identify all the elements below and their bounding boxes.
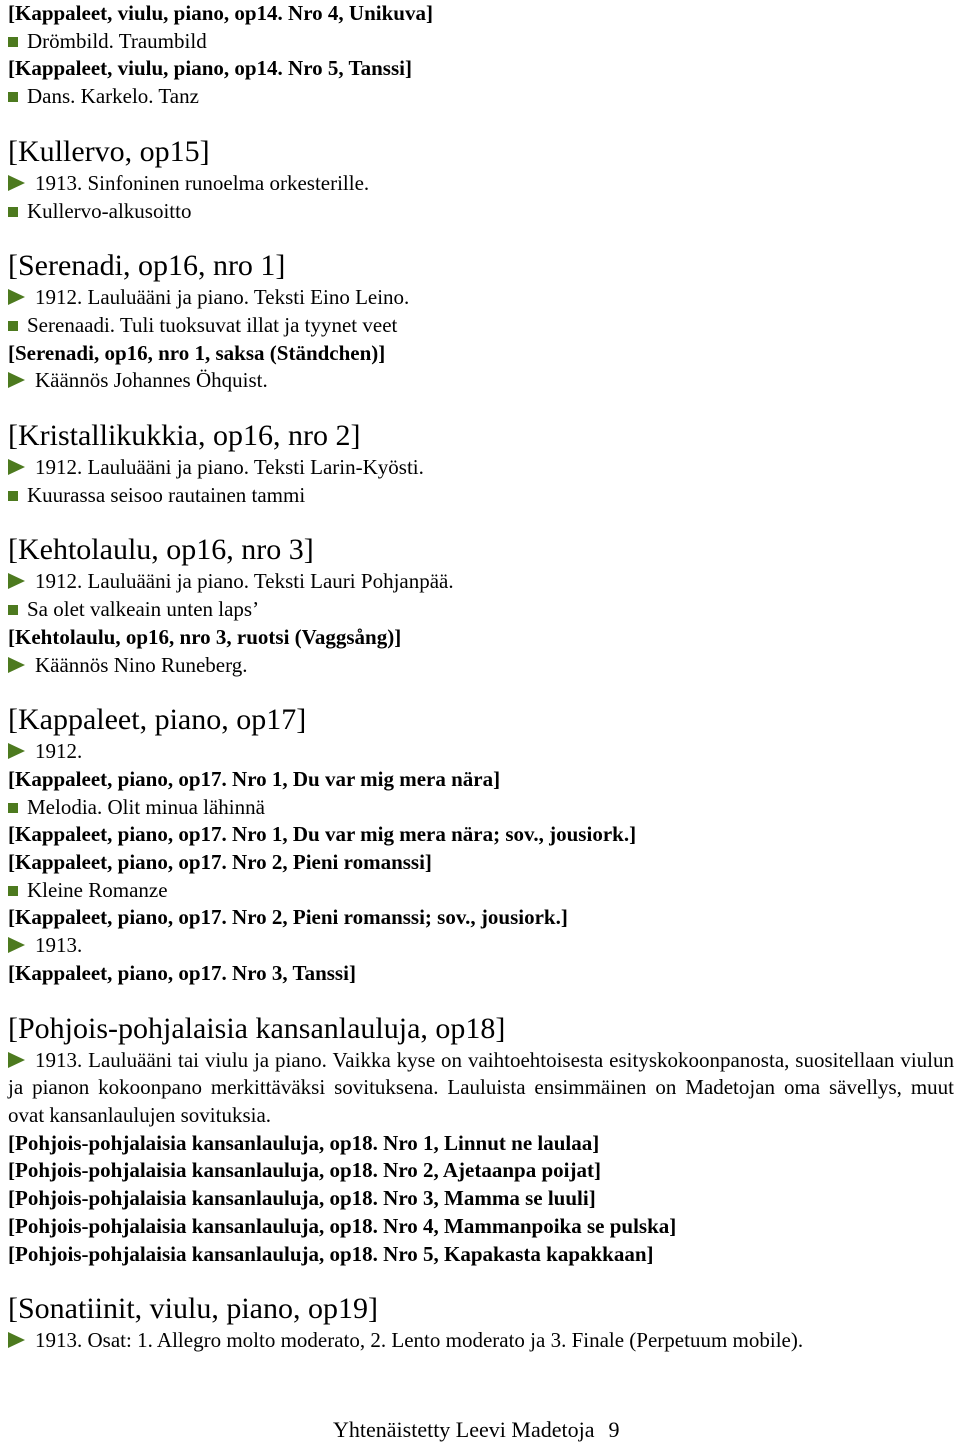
square-bullet-icon (8, 605, 18, 615)
entry-text: [Kullervo, op15] (8, 134, 210, 168)
entry-text: 1912. (35, 739, 83, 764)
entry-text: Drömbild. Traumbild (27, 28, 207, 53)
square-bullet-icon (8, 491, 18, 501)
entry-text: [Kappaleet, viulu, piano, op14. Nro 4, Unikuva] (8, 1, 433, 25)
alt-title (8, 83, 954, 111)
section-heading (8, 418, 954, 454)
work-note (8, 932, 954, 960)
entry-text: 1912. Lauluääni ja piano. Teksti Larin-Kyösti. (35, 455, 424, 480)
square-bullet-icon (8, 92, 18, 102)
entry-text: [Kehtolaulu, op16, nro 3, ruotsi (Vaggsång)] (8, 624, 402, 649)
work-title (8, 340, 954, 368)
work-note (8, 568, 954, 596)
entry-text: Melodia. Olit minua lähinnä (27, 794, 265, 819)
work-note (8, 652, 954, 680)
triangle-bullet-icon (8, 372, 25, 388)
document-body (8, 0, 954, 1355)
entry-text: [Pohjois-pohjalaisia kansanlauluja, op18] (8, 1011, 506, 1045)
work-title (8, 904, 954, 932)
work-title (8, 1185, 954, 1213)
alt-title (8, 596, 954, 624)
entry-text: Käännös Nino Runeberg. (35, 652, 248, 677)
alt-title (8, 877, 954, 905)
triangle-bullet-icon (8, 657, 25, 673)
entry-text: [Serenadi, op16, nro 1] (8, 249, 286, 283)
work-title (8, 1213, 954, 1241)
square-bullet-icon (8, 321, 18, 331)
alt-title (8, 312, 954, 340)
section-heading (8, 134, 954, 170)
work-note (8, 284, 954, 312)
entry-text: [Kappaleet, piano, op17. Nro 2, Pieni romanssi; sov., jousiork.] (8, 905, 568, 930)
triangle-bullet-icon (8, 1332, 25, 1348)
work-note (8, 1327, 954, 1355)
entry-text: [Pohjois-pohjalaisia kansanlauluja, op18. Nro 2, Ajetaanpa poijat] (8, 1158, 601, 1183)
work-note (8, 170, 954, 198)
work-note (8, 738, 954, 766)
entry-text: Käännös Johannes Öhquist. (35, 368, 268, 393)
square-bullet-icon (8, 886, 18, 896)
section-heading (8, 1291, 954, 1327)
triangle-bullet-icon (8, 743, 25, 759)
footer-title: Yhtenäistetty Leevi Madetoja (333, 1417, 595, 1442)
work-title (8, 766, 954, 794)
triangle-bullet-icon (8, 573, 25, 589)
section-heading (8, 532, 954, 568)
triangle-bullet-icon (8, 1052, 25, 1068)
entry-text: [Kappaleet, piano, op17. Nro 1, Du var mig mera nära; sov., jousiork.] (8, 822, 637, 847)
triangle-bullet-icon (8, 459, 25, 475)
entry-text: [Kristallikukkia, op16, nro 2] (8, 419, 361, 453)
work-title (8, 1241, 954, 1269)
triangle-bullet-icon (8, 937, 25, 953)
entry-text: [Kehtolaulu, op16, nro 3] (8, 533, 314, 567)
section-heading (8, 702, 954, 738)
entry-text: Serenaadi. Tuli tuoksuvat illat ja tyynet veet (27, 312, 398, 337)
entry-text: 1912. Lauluääni ja piano. Teksti Eino Leino. (35, 285, 410, 310)
entry-text: [Pohjois-pohjalaisia kansanlauluja, op18. Nro 4, Mammanpoika se pulska] (8, 1213, 677, 1238)
work-title (8, 55, 954, 83)
entry-text: [Kappaleet, piano, op17. Nro 1, Du var mig mera nära] (8, 766, 501, 791)
alt-title (8, 482, 954, 510)
square-bullet-icon (8, 803, 18, 813)
work-title (8, 624, 954, 652)
work-title (8, 1130, 954, 1158)
entry-text: Kullervo-alkusoitto (27, 198, 192, 223)
page-number: 9 (608, 1417, 620, 1442)
section-heading (8, 1011, 954, 1047)
triangle-bullet-icon (8, 175, 25, 191)
entry-text: [Pohjois-pohjalaisia kansanlauluja, op18. Nro 1, Linnut ne laulaa] (8, 1130, 600, 1155)
entry-text: [Serenadi, op16, nro 1, saksa (Ständchen)] (8, 340, 386, 365)
entry-text: Kleine Romanze (27, 877, 168, 902)
entry-text: 1913. Lauluääni tai viulu ja piano. Vaikka kyse on vaihtoehtoisesta esityskokoonpanosta, suositellaan viulun ja pianon kokoonpano merkittäväksi sovituksena. Lauluista ensimmäinen on Madetojan oma sävellys, muut ovat kansanlaulujen sovituksia. (8, 1047, 954, 1127)
entry-text: [Pohjois-pohjalaisia kansanlauluja, op18. Nro 3, Mamma se luuli] (8, 1186, 596, 1211)
triangle-bullet-icon (8, 289, 25, 305)
page-footer (333, 1417, 619, 1443)
entry-text: [Kappaleet, viulu, piano, op14. Nro 5, Tanssi] (8, 56, 412, 81)
entry-text: Dans. Karkelo. Tanz (27, 84, 199, 109)
section-heading (8, 248, 954, 284)
work-note (8, 367, 954, 395)
entry-text: 1913. (35, 933, 83, 958)
work-title (8, 1157, 954, 1185)
work-note (8, 454, 954, 482)
entry-text: 1912. Lauluääni ja piano. Teksti Lauri Pohjanpää. (35, 569, 454, 594)
alt-title (8, 198, 954, 226)
entry-text: [Kappaleet, piano, op17. Nro 2, Pieni romanssi] (8, 850, 432, 875)
square-bullet-icon (8, 207, 18, 217)
entry-text: Kuurassa seisoo rautainen tammi (27, 482, 306, 507)
square-bullet-icon (8, 37, 18, 47)
alt-title (8, 28, 954, 56)
work-title (8, 0, 954, 28)
entry-text: Sa olet valkeain unten laps’ (27, 597, 260, 622)
work-title (8, 960, 954, 988)
work-title (8, 821, 954, 849)
alt-title (8, 794, 954, 822)
entry-text: [Pohjois-pohjalaisia kansanlauluja, op18. Nro 5, Kapakasta kapakkaan] (8, 1241, 654, 1266)
entry-text: [Kappaleet, piano, op17] (8, 703, 307, 737)
entry-text: [Sonatiinit, viulu, piano, op19] (8, 1292, 378, 1326)
work-note-paragraph (8, 1047, 954, 1130)
entry-text: 1913. Osat: 1. Allegro molto moderato, 2. Lento moderato ja 3. Finale (Perpetuum mobile). (35, 1328, 804, 1353)
entry-text: 1913. Sinfoninen runoelma orkesterille. (35, 170, 370, 195)
work-title (8, 849, 954, 877)
entry-text: [Kappaleet, piano, op17. Nro 3, Tanssi] (8, 960, 356, 985)
